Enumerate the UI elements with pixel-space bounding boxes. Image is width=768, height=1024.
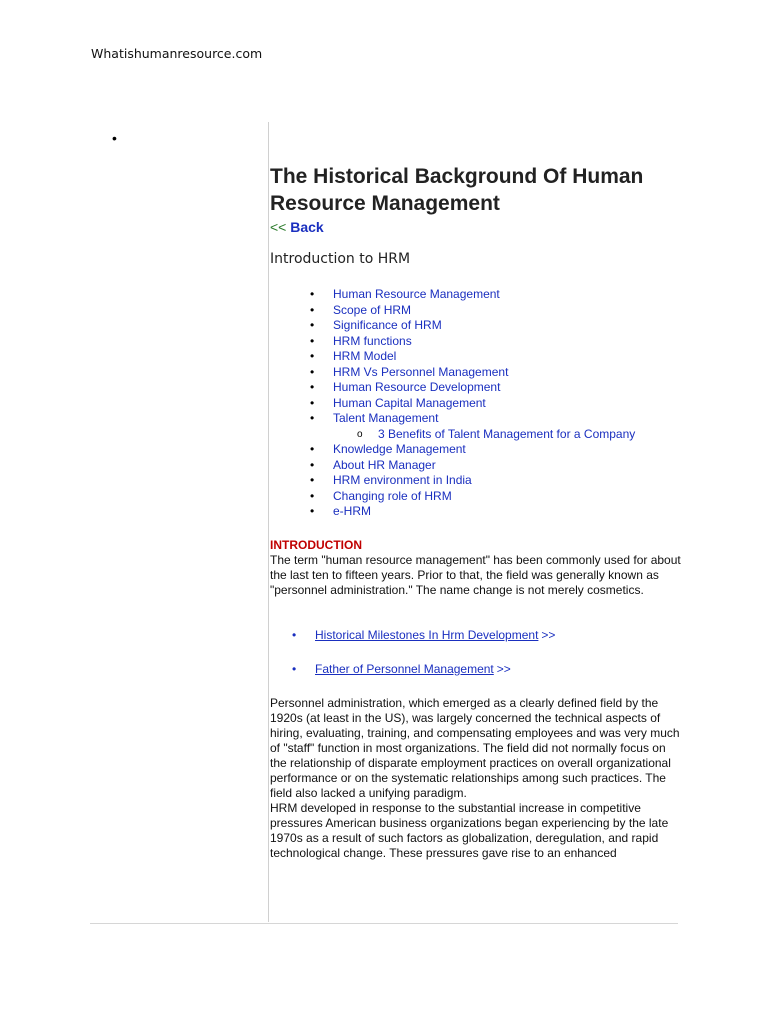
toc-item-human-capital[interactable]: • Human Capital Management xyxy=(333,396,682,412)
toc-item-knowledge[interactable]: • Knowledge Management xyxy=(333,442,682,458)
content-divider xyxy=(268,122,269,922)
toc-item-functions[interactable]: • HRM functions xyxy=(333,334,682,350)
back-link[interactable]: Back xyxy=(290,219,324,235)
back-nav xyxy=(270,218,682,236)
article xyxy=(270,163,682,861)
toc-list xyxy=(270,287,682,520)
father-personnel-link[interactable]: Father of Personnel Management xyxy=(315,661,494,676)
link-arrow: >> xyxy=(496,661,511,676)
section-title: Introduction to HRM xyxy=(270,251,411,267)
related-link-item xyxy=(315,628,682,643)
body-paragraph-2: Personnel administration, which emerged as a clearly defined field by the 1920s (at least in the US), was largely concerned the technical aspects of hiring, evaluating, training, and compensating employees and was very much of "staff" function in most organizations. The field did not normally focus on the relationship of disparate employment practices on overall organizational performance or on the systematic relationships among such practices. The field also lacked a unifying paradigm. xyxy=(270,695,680,800)
toc-sublist xyxy=(333,427,682,443)
intro-paragraph: The term "human resource management" has been commonly used for about the last ten to fifteen years. Prior to that, the field was generally known as "personnel administration." The name change is not merely cosmetics. xyxy=(270,552,681,597)
sidebar-bullet: • xyxy=(112,130,117,146)
toc-item-talent-label[interactable]: Talent Management xyxy=(333,411,439,425)
toc-item-scope[interactable]: • Scope of HRM xyxy=(333,303,682,319)
page-bottom-divider xyxy=(90,923,678,924)
toc-subitem-talent-benefits[interactable]: o 3 Benefits of Talent Management for a Company xyxy=(378,427,682,443)
site-name: Whatishumanresource.com xyxy=(91,46,263,61)
related-link-item xyxy=(315,662,682,677)
page-title: The Historical Background Of Human Resource Management xyxy=(270,165,644,215)
toc-item-ehrm[interactable]: • e-HRM xyxy=(333,504,682,520)
toc-item-hrm[interactable]: • Human Resource Management xyxy=(333,287,682,303)
back-arrows: << xyxy=(270,219,287,235)
historical-milestones-link[interactable]: Historical Milestones In Hrm Development xyxy=(315,627,539,642)
toc-item-talent[interactable] xyxy=(333,411,682,442)
toc-item-significance[interactable]: • Significance of HRM xyxy=(333,318,682,334)
toc-item-hr-manager[interactable]: • About HR Manager xyxy=(333,458,682,474)
toc-item-changing-role[interactable]: • Changing role of HRM xyxy=(333,489,682,505)
toc-item-vs-personnel[interactable]: • HRM Vs Personnel Management xyxy=(333,365,682,381)
intro-heading: INTRODUCTION xyxy=(270,537,362,552)
toc-item-hrd[interactable]: • Human Resource Development xyxy=(333,380,682,396)
related-links xyxy=(270,628,682,677)
toc-item-environment-india[interactable]: • HRM environment in India xyxy=(333,473,682,489)
toc-item-model[interactable]: • HRM Model xyxy=(333,349,682,365)
body-paragraph-3: HRM developed in response to the substantial increase in competitive pressures American business organizations began experiencing by the late 1970s as a result of such factors as globalization, deregulation, and rapid technological change. These pressures gave rise to an enhanced xyxy=(270,800,669,860)
link-arrow: >> xyxy=(541,627,556,642)
